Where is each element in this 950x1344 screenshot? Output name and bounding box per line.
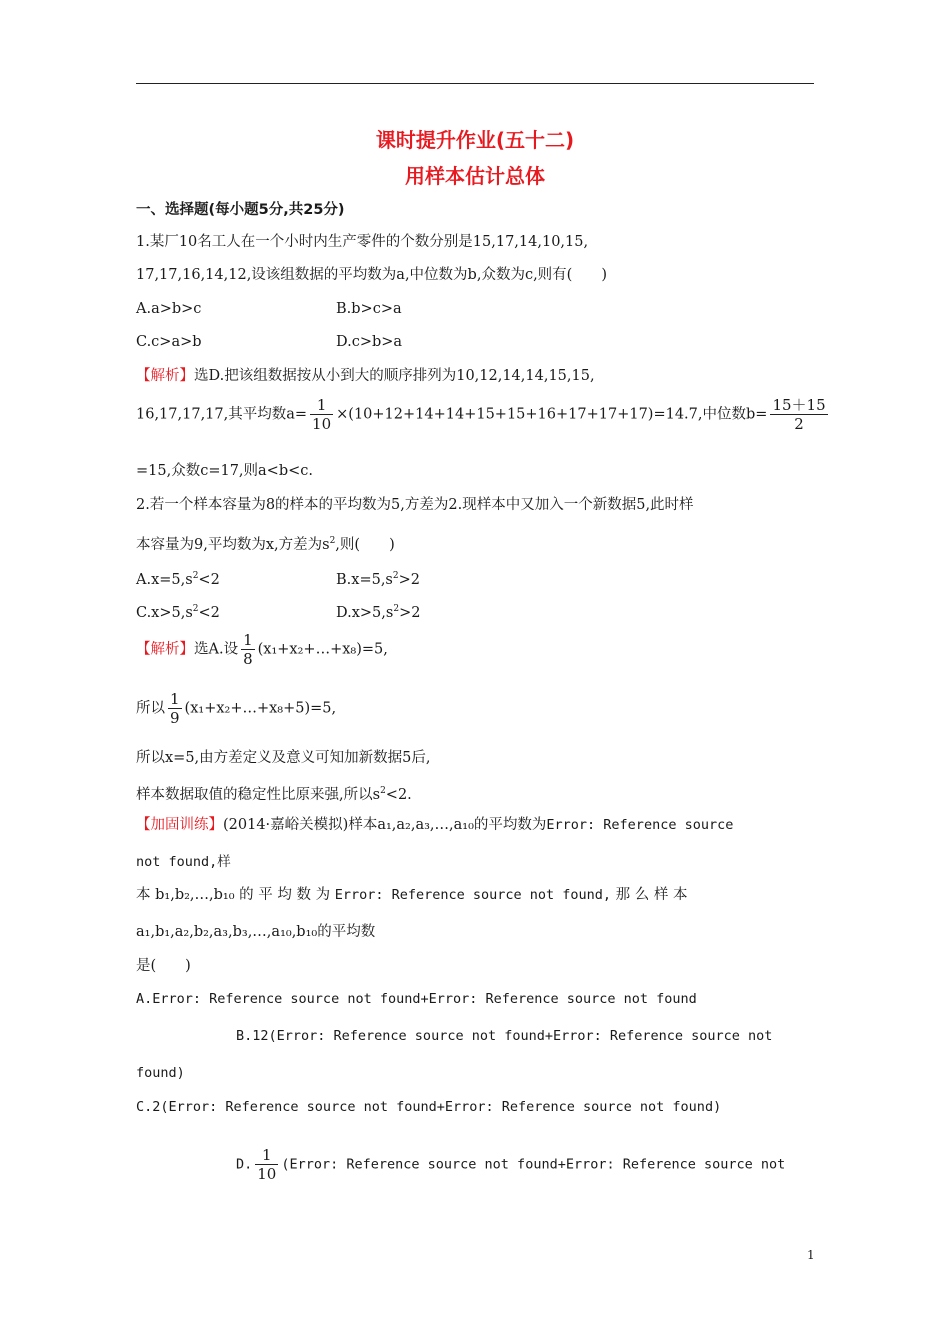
q2-analysis-line1 xyxy=(136,631,388,668)
analysis-tag: 【解析】 xyxy=(136,641,194,658)
fraction-numerator: 1 xyxy=(243,631,253,649)
q2-stem-line1: 2.若一个样本容量为8的样本的平均数为5,方差为2.现样本中又加入一个新数据5,此时样 xyxy=(136,497,694,513)
analysis-formula: (x₁+x₂+…+x₈)=5, xyxy=(257,641,388,658)
option-tail: <2 xyxy=(198,571,220,588)
practice-line2: not found,样 xyxy=(136,854,231,870)
practice-tail: 那 么 样 本 xyxy=(615,887,688,903)
q2-option-d xyxy=(336,599,420,623)
q2-analysis-line3: 所以x=5,由方差定义及意义可知加新数据5后, xyxy=(136,750,431,766)
q1-analysis-line1 xyxy=(136,366,595,386)
q1-stem-line1: 1.某厂10名工人在一个小时内生产零件的个数分别是15,17,14,10,15, xyxy=(136,234,589,250)
superscript: 2 xyxy=(380,786,386,796)
option-text: B.x=5,s xyxy=(336,571,393,588)
option-tail: >2 xyxy=(398,571,420,588)
q1-stem-line2: 17,17,16,14,12,设该组数据的平均数为a,中位数为b,众数为c,则有( ) xyxy=(136,267,607,283)
page-title: 课时提升作业(五十二) xyxy=(375,128,575,152)
q1-analysis-line3: =15,众数c=17,则a<b<c. xyxy=(136,463,313,479)
analysis-text: 样本数据取值的稳定性比原来强,所以s xyxy=(136,786,381,803)
fraction-numerator: 1 xyxy=(255,1146,278,1165)
fraction-one-tenth xyxy=(255,1146,278,1183)
practice-tag: 【加固训练】 xyxy=(136,817,223,833)
practice-line5: 是( ) xyxy=(136,958,191,974)
option-text: D.x>5,s xyxy=(336,604,394,621)
practice-line1 xyxy=(136,815,733,835)
q1-mean-formula: ×(10+12+14+14+15+15+16+17+17+17)=14.7,中位数b= xyxy=(336,406,768,423)
reference-error: (Error: Reference source not found+Error: Reference source not xyxy=(281,1156,786,1173)
q2-analysis-line4 xyxy=(136,781,412,805)
page-subtitle: 用样本估计总体 xyxy=(405,164,545,188)
practice-line3 xyxy=(136,885,687,905)
fraction-denominator: 8 xyxy=(243,650,253,668)
q1-option-d: D.c>b>a xyxy=(336,334,403,350)
practice-option-a: A.Error: Reference source not found+Error: Reference source not found xyxy=(136,991,697,1007)
analysis-tail: <2. xyxy=(385,786,412,803)
q2-stem-tail: ,则( ) xyxy=(335,536,395,553)
practice-option-c: C.2(Error: Reference source not found+Error: Reference source not found) xyxy=(136,1099,722,1115)
option-text: C.x>5,s xyxy=(136,604,193,621)
q2-stem-text: 本容量为9,平均数为x,方差为s xyxy=(136,536,330,553)
q2-stem-line2 xyxy=(136,531,395,555)
q2-option-b xyxy=(336,566,420,590)
fraction-numerator: 1 xyxy=(170,690,180,708)
option-tail: >2 xyxy=(399,604,421,621)
q1-option-c: C.c>a>b xyxy=(136,334,202,350)
option-tail: <2 xyxy=(198,604,220,621)
option-text: A.x=5,s xyxy=(136,571,193,588)
fraction-numerator: 15＋15 xyxy=(772,396,826,414)
practice-option-b-cont: found) xyxy=(136,1065,185,1081)
q1-analysis-line2 xyxy=(136,396,831,433)
fraction-one-tenth xyxy=(310,396,333,433)
reference-error: Error: Reference source xyxy=(546,817,734,833)
analysis-text: 所以 xyxy=(136,700,165,717)
superscript: 2 xyxy=(192,604,199,614)
superscript: 2 xyxy=(393,604,400,614)
reference-error: Error: Reference source not found, xyxy=(334,887,612,903)
fraction-one-ninth xyxy=(168,690,182,727)
superscript: 2 xyxy=(392,571,399,581)
fraction-one-eighth xyxy=(241,631,255,668)
option-label: D. xyxy=(236,1156,253,1173)
q1-analysis-text: 选D.把该组数据按从小到大的顺序排列为10,12,14,14,15,15, xyxy=(194,368,595,384)
fraction-denominator: 2 xyxy=(794,415,804,433)
practice-option-b: B.12(Error: Reference source not found+Error: Reference source not xyxy=(236,1028,773,1044)
analysis-formula: (x₁+x₂+…+x₈+5)=5, xyxy=(184,700,337,717)
q1-mean-label: 16,17,17,17,其平均数a= xyxy=(136,406,308,423)
q2-option-c xyxy=(136,599,220,623)
header-rule xyxy=(136,83,814,84)
superscript: 2 xyxy=(192,571,199,581)
practice-option-d xyxy=(236,1146,785,1183)
practice-line4: a₁,b₁,a₂,b₂,a₃,b₃,…,a₁₀,b₁₀的平均数 xyxy=(136,924,376,940)
q1-option-a: A.a>b>c xyxy=(136,301,202,317)
fraction-denominator: 10 xyxy=(312,415,332,433)
superscript: 2 xyxy=(329,536,336,546)
practice-text: (2014·嘉峪关模拟)样本a₁,a₂,a₃,…,a₁₀的平均数为 xyxy=(223,817,547,833)
analysis-tag: 【解析】 xyxy=(136,368,194,384)
q2-option-a xyxy=(136,566,220,590)
q1-option-b: B.b>c>a xyxy=(336,301,402,317)
fraction-numerator: 1 xyxy=(310,396,333,415)
page-number: 1 xyxy=(807,1248,815,1262)
fraction-denominator: 10 xyxy=(257,1165,277,1183)
fraction-denominator: 9 xyxy=(170,709,180,727)
section-heading: 一、选择题(每小题5分,共25分) xyxy=(136,202,345,218)
practice-text: 本 b₁,b₂,…,b₁₀ 的 平 均 数 为 xyxy=(136,887,331,903)
analysis-text: 选A.设 xyxy=(194,641,239,658)
fraction-median xyxy=(770,396,827,433)
q2-analysis-line2 xyxy=(136,690,336,727)
